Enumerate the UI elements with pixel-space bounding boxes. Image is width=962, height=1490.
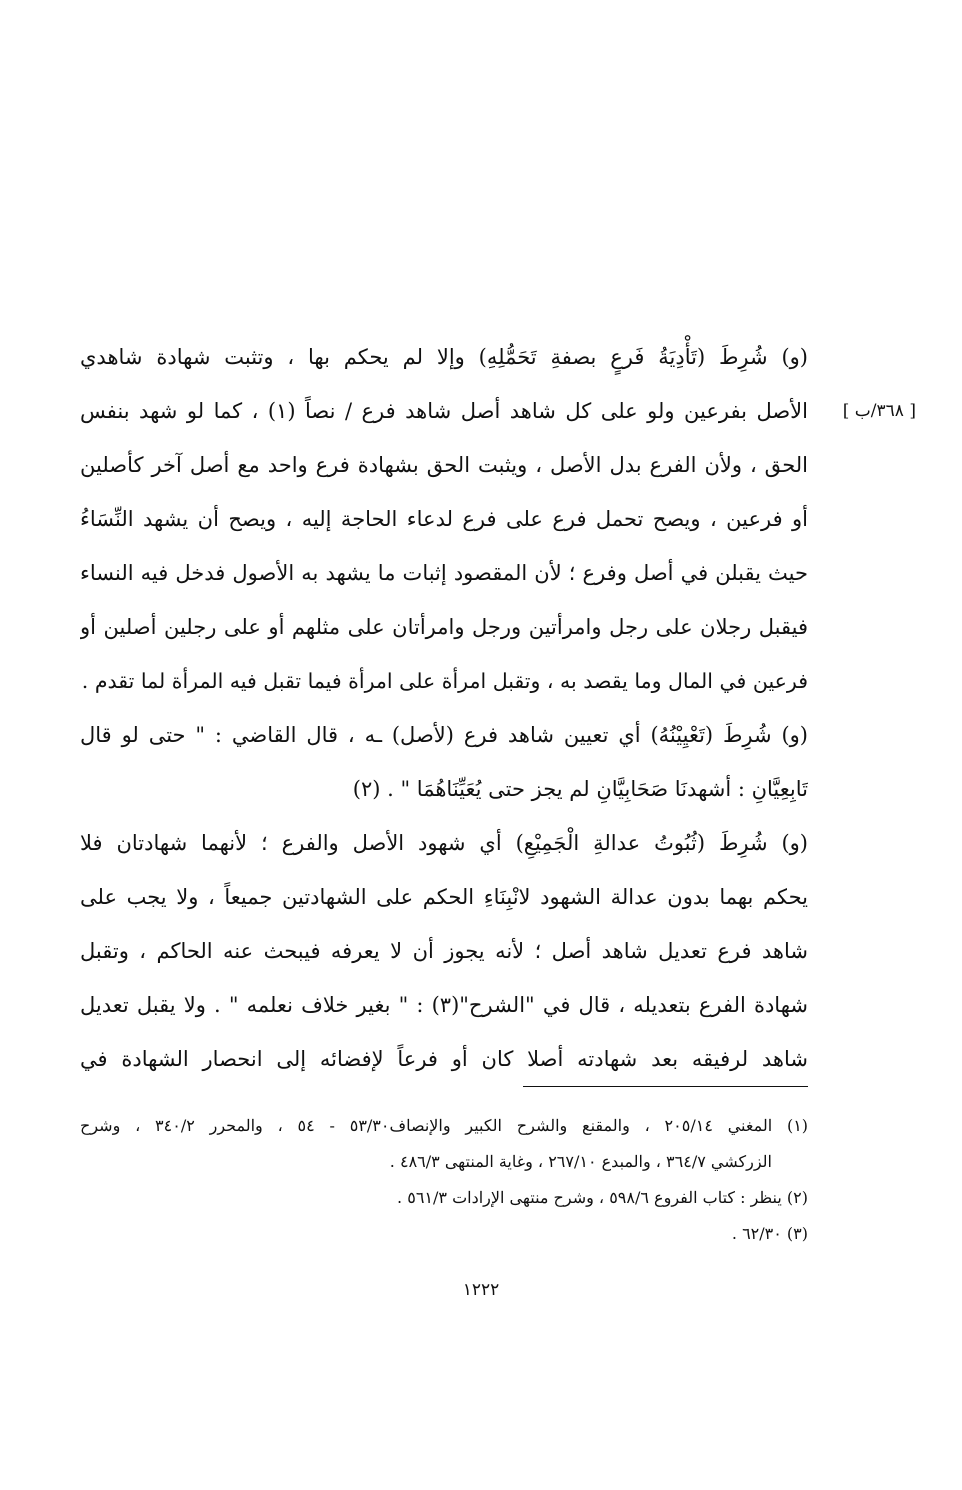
text-line: الأصل بفرعين ولو على كل شاهد أصل شاهد فرع / نصاً (١) ، كما لو شهد بنفس [80,399,808,423]
text-line: شاهد فرع تعديل شاهد أصل ؛ لأنه يجوز أن لا يعرفه فيبحث عنه الحاكم ، وتقبل [80,939,808,963]
text-line: تَابِعِيَّانِ : أشهدنَا صَحَابِيَّانِ لم يجز حتى يُعَيِّنَاهُمَا " . (٢) [352,777,808,801]
text-line: شاهد لرفيقه بعد شهادته أصلا كان أو فرعاً لإفضائه إلى انحصار الشهادة في [80,1047,808,1071]
folio-margin-note: [ ٣٦٨/ب ] [842,401,916,421]
footnote-separator [523,1086,808,1087]
main-text [80,330,808,1086]
text-line: فيقبل رجلان على رجل وامرأتين ورجل وامرأتان على مثلهم أو على رجلين أصلين أو [80,615,808,639]
text-line: (و) شُرِطَ (تَأْدِيَةُ فَرعٍ بصفةِ تَحَمُّلِهِ) وإلا لم يحكم بها ، وتثبت شهادة شاهدي [80,345,808,369]
text-line: (و) شُرِطَ (تَعْيِيْنُهُ) أي تعيين شاهد فرع (لأصل) ـه ، قال القاضي : " حتى لو قال [80,723,808,747]
text-line: (و) شُرِطَ (ثُبُوتُ عدالةِ الْجَمِيْعِ) أي شهود الأصل والفرع ؛ لأنهما شهادتان فلا [80,831,808,855]
text-line: فرعين في المال وما يقصد به ، وتقبل امرأة على امرأة فيما تقبل فيه المرأة لما تقدم . [81,669,808,693]
footnote-line: (١) المغني ٢٠٥/١٤ ، والمقنع والشرح الكبير والإنصاف٥٣/٣٠ - ٥٤ ، والمحرر ٣٤٠/٢ ، وشرح [80,1116,809,1135]
text-line: يحكم بهما بدون عدالة الشهود لانْبِنَاءِ الحكم على الشهادتين جميعاً ، ولا يجب على [80,885,808,909]
footnote-line: (٣) ٦٢/٣٠ . [731,1224,808,1243]
footnote-line: (٢) ينظر : كتاب الفروع ٥٩٨/٦ ، وشرح منتهى الإرادات ٥٦١/٣ . [397,1188,808,1207]
text-line: أو فرعين ، ويصح تحمل فرع على فرع لدعاء الحاجة إليه ، ويصح أن يشهد النِّسَاءُ [80,507,808,531]
text-line: شهادة الفرع بتعديله ، قال في "الشرح"(٣) : " بغير خلاف نعلمه " . ولا يقبل تعديل [80,993,808,1017]
text-line: حيث يقبلن في أصل وفرع ؛ لأن المقصود إثبات ما يشهد به الأصول فدخل فيه النساء [80,561,808,585]
page-number: ١٢٢٢ [462,1280,500,1300]
footnotes [80,1108,808,1252]
text-line: الحق ، ولأن الفرع بدل الأصل ، ويثبت الحق بشهادة فرع واحد مع أصل آخر كأصلين [80,453,808,477]
footnote-line: الزركشي ٣٦٤/٧ ، والمبدع ٢٦٧/١٠ ، وغاية المنتهى ٤٨٦/٣ . [389,1152,772,1171]
